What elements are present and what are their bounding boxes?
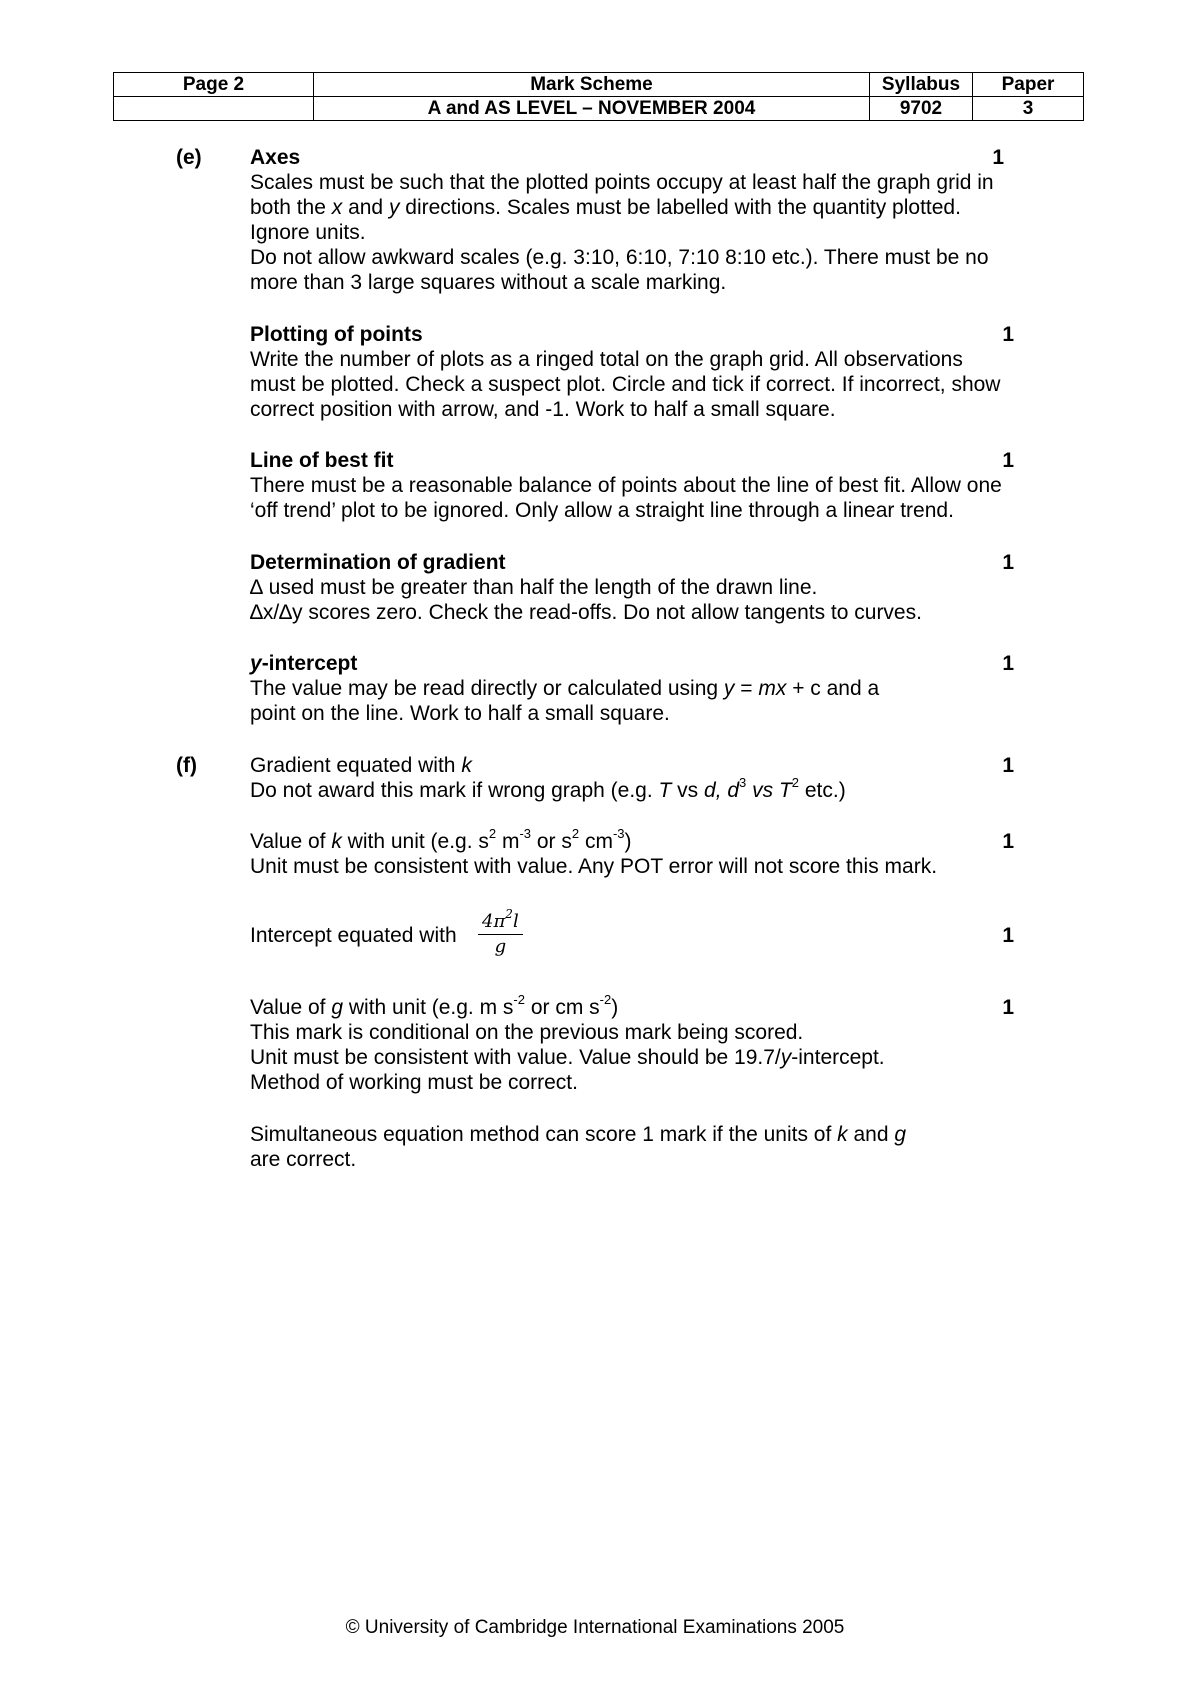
footer-copyright: © University of Cambridge International Examinations 2005 (345, 1617, 845, 1638)
gradient-line-1: ∆ used must be greater than half the length of the drawn line. (250, 576, 818, 599)
fraction-numerator: $4\pi^2l$ (478, 910, 523, 935)
fraction-denominator: g (494, 936, 507, 957)
header-syllabus-label: Syllabus (870, 73, 973, 97)
header-empty-cell (114, 97, 314, 121)
section-label-f: (f) (176, 754, 197, 777)
value-k-block (250, 826, 1070, 879)
gradient-mark: 1 (1002, 551, 1014, 574)
gradient-k-text: Gradient equated with k (250, 754, 472, 777)
intercept-line-2: point on the line. Work to half a small square. (250, 702, 670, 725)
gradient-title: Determination of gradient (250, 551, 506, 574)
gradient-k-mark: 1 (1002, 754, 1014, 777)
header-title: Mark Scheme (314, 73, 870, 97)
value-g-line-3: Unit must be consistent with value. Value should be 19.7/y-intercept. (250, 1046, 885, 1069)
best-fit-block (250, 448, 1070, 523)
axes-line-5: more than 3 large squares without a scale marking. (250, 271, 727, 294)
gradient-k-line-2: Do not award this mark if wrong graph (e.g. T vs d, $d^3$ vs $T^2$ etc.) (250, 775, 846, 802)
plotting-block (250, 322, 1070, 422)
best-fit-line-1: There must be a reasonable balance of points about the line of best fit. Allow one (250, 474, 1002, 497)
best-fit-title: Line of best fit (250, 449, 394, 472)
simultaneous-line-2: are correct. (250, 1148, 357, 1171)
value-k-text: Value of k with unit (e.g. $s^2$ $m^{-3}$ or $s^2$ $cm^{-3}$) (250, 826, 632, 853)
intercept-eq-mark: 1 (1002, 924, 1014, 947)
intercept-line-1: The value may be read directly or calculated using y = mx + c and a (250, 677, 880, 700)
section-label-e: (e) (176, 146, 202, 169)
axes-block (250, 145, 1070, 295)
plotting-mark: 1 (1002, 323, 1014, 346)
plotting-line-2: must be plotted. Check a suspect plot. Circle and tick if correct. If incorrect, show (250, 373, 1001, 396)
axes-title: Axes (250, 146, 301, 169)
gradient-block (250, 550, 1070, 625)
intercept-title: y-intercept (250, 652, 358, 675)
gradient-k-block (250, 753, 1070, 803)
intercept-mark: 1 (1002, 652, 1014, 675)
intercept-eq-text: Intercept equated with (250, 924, 457, 947)
axes-line-1: Scales must be such that the plotted points occupy at least half the graph grid in (250, 171, 994, 194)
header-page: Page 2 (114, 73, 314, 97)
intercept-eq-block (250, 907, 1070, 962)
value-g-line-4: Method of working must be correct. (250, 1071, 578, 1094)
axes-line-2: both the x and y directions. Scales must be labelled with the quantity plotted. (250, 196, 961, 219)
intercept-block (250, 651, 1070, 726)
axes-line-4: Do not allow awkward scales (e.g. 3:10, 6:10, 7:10 8:10 etc.). There must be no (250, 246, 989, 269)
simultaneous-block (250, 1122, 1070, 1172)
axes-line-3: Ignore units. (250, 221, 366, 244)
value-g-block (250, 992, 1070, 1095)
value-k-line-2: Unit must be consistent with value. Any POT error will not score this mark. (250, 855, 938, 878)
best-fit-mark: 1 (1002, 449, 1014, 472)
value-g-text: Value of g with unit (e.g. m $s^{-2}$ or cm $s^{-2}$) (250, 992, 619, 1019)
best-fit-line-2: ‘off trend’ plot to be ignored. Only allow a straight line through a linear trend. (250, 499, 954, 522)
axes-mark: 1 (992, 146, 1004, 169)
header-paper-label: Paper (973, 73, 1084, 97)
header-subtitle: A and AS LEVEL – NOVEMBER 2004 (314, 97, 870, 121)
header-paper-value: 3 (973, 97, 1084, 121)
plotting-title: Plotting of points (250, 323, 423, 346)
simultaneous-line-1: Simultaneous equation method can score 1 mark if the units of k and g (250, 1123, 907, 1146)
header-table (113, 72, 1084, 121)
plotting-line-3: correct position with arrow, and -1. Work to half a small square. (250, 398, 836, 421)
value-g-line-2: This mark is conditional on the previous mark being scored. (250, 1021, 804, 1044)
value-g-mark: 1 (1002, 996, 1014, 1019)
value-k-mark: 1 (1002, 830, 1014, 853)
intercept-fraction (478, 907, 523, 959)
gradient-line-2: ∆x/∆y scores zero. Check the read-offs. Do not allow tangents to curves. (250, 601, 922, 624)
plotting-line-1: Write the number of plots as a ringed total on the graph grid. All observations (250, 348, 963, 371)
header-syllabus-value: 9702 (870, 97, 973, 121)
